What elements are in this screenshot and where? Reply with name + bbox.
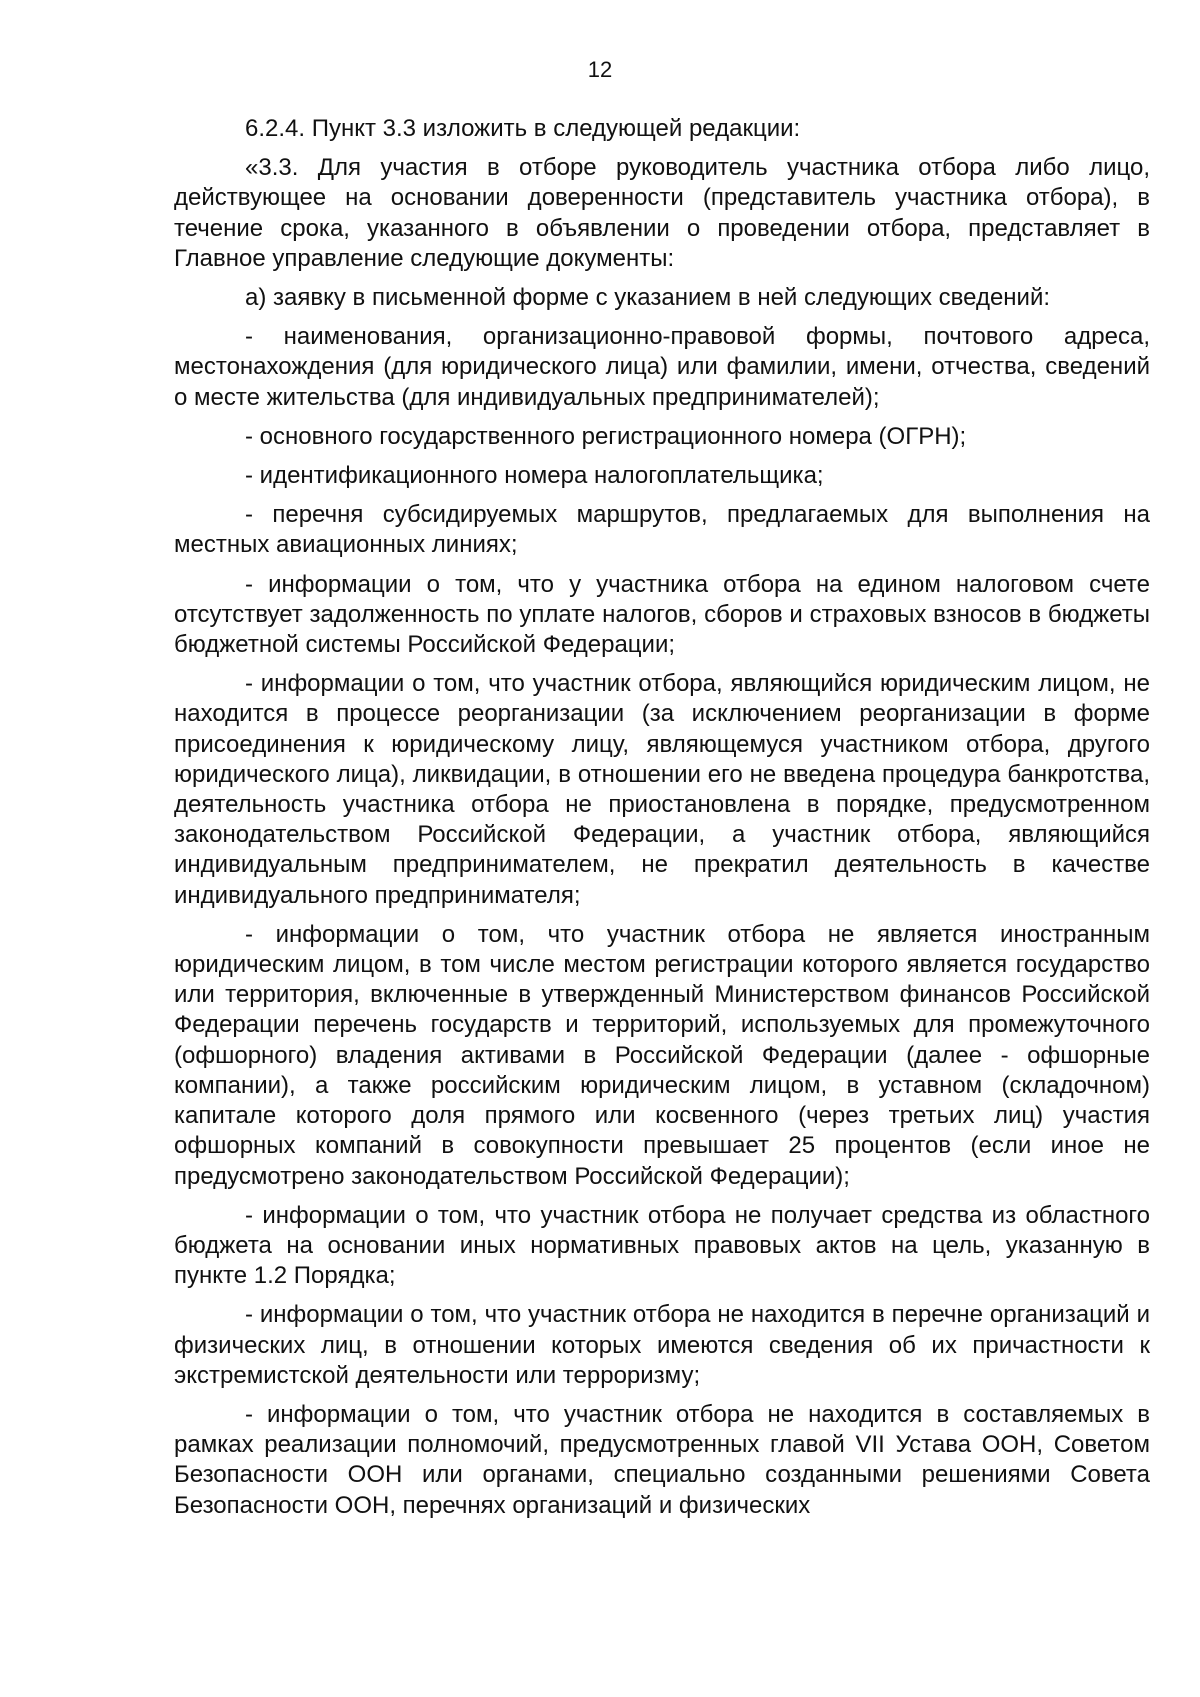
paragraph-list-item-routes: - перечня субсидируемых маршрутов, предлагаемых для выполнения на местных авиационных линиях; [174, 501, 1150, 559]
paragraph-list-item-extremism: - информации о том, что участник отбора не находится в перечне организаций и физических лиц, в отношении которых имеются сведения об их причастности к экстремистской деятельности или терроризму; [174, 1301, 1150, 1389]
page-number: 12 [587, 57, 613, 82]
paragraph-list-item-tax-debt: - информации о том, что у участника отбора на едином налоговом счете отсутствует задолженность по уплате налогов, сборов и страховых взносов в бюджеты бюджетной системы Российской Федерации; [174, 570, 1150, 659]
paragraph-amendment-heading: 6.2.4. Пункт 3.3 изложить в следующей редакции: [245, 115, 801, 142]
paragraph-list-item-offshore: - информации о том, что участник отбора не является иностранным юридическим лицом, в том числе местом регистрации которого является государство или территория, включенные в утвержденный Министерством финансов Российской Федерации перечень государств и территорий, используемых для промежуточного (офшорного) владения активами в Российской Федерации (далее - офшорные компании), а также российским юридическим лицом, в уставном (складочном) капитале которого доля прямого или косвенного (через третьих лиц) участия офшорных компаний в совокупности превышает 25 процентов (если иное не предусмотрено законодательством Российской Федерации); [174, 920, 1150, 1190]
paragraph-list-item-reorganization: - информации о том, что участник отбора, являющийся юридическим лицом, не находится в процессе реорганизации (за исключением реорганизации в форме присоединения к юридическому лицу, являющемуся участником отбора, другого юридического лица), ликвидации, в отношении его не введена процедура банкротства, деятельность участника отбора не приостановлена в порядке, предусмотренном законодательством Российской Федерации, а участник отбора, являющийся индивидуальным предпринимателем, не прекратил деятельность в качестве индивидуального предпринимателя; [174, 670, 1150, 909]
document-body [174, 114, 1150, 1530]
paragraph-clause-3-3: «3.3. Для участия в отборе руководитель участника отбора либо лицо, действующее на основании доверенности (представитель участника отбора), в течение срока, указанного в объявлении о проведении отбора, представляет в Главное управление следующие документы: [174, 154, 1150, 272]
paragraph-list-item-regional-budget: - информации о том, что участник отбора не получает средства из областного бюджета на основании иных нормативных правовых актов на цель, указанную в пункте 1.2 Порядка; [174, 1201, 1150, 1290]
paragraph-list-item-names: - наименования, организационно-правовой формы, почтового адреса, местонахождения (для юридического лица) или фамилии, имени, отчества, сведений о месте жительства (для индивидуальных предпринимателей); [174, 323, 1150, 411]
paragraph-item-a: а) заявку в письменной форме с указанием в ней следующих сведений: [245, 284, 1051, 312]
paragraph-list-item-inn: - идентификационного номера налогоплательщика; [245, 462, 824, 490]
paragraph-list-item-ogrn: - основного государственного регистрационного номера (ОГРН); [245, 422, 967, 450]
paragraph-list-item-un-sanctions: - информации о том, что участник отбора не находится в составляемых в рамках реализации полномочий, предусмотренных главой VII Устава ООН, Советом Безопасности ООН или органами, специально созданными решениями Совета Безопасности ООН, перечнях организаций и физических [174, 1400, 1150, 1519]
